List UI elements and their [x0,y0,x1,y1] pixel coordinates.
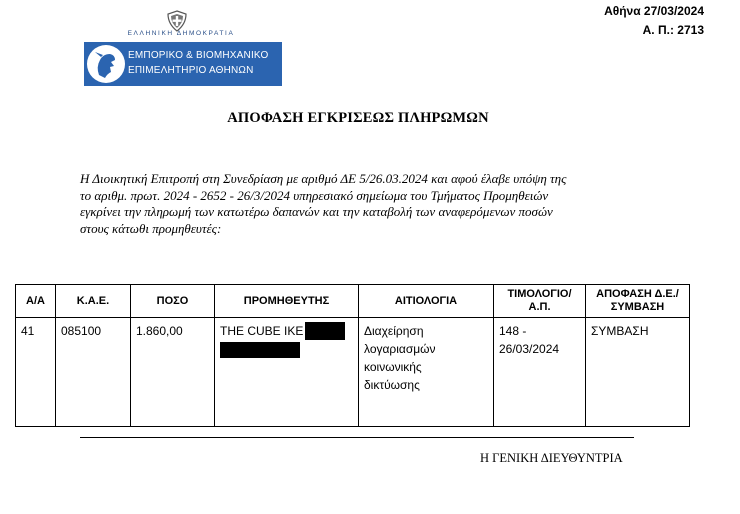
intro-line: στους κάτωθι προμηθευτές: [80,220,222,236]
intro-line: Η Διοικητική Επιτροπή στη Συνεδρίαση με αριθμό ΔΕ 5/26.03.2024 και αφού έλαβε υπόψη της [80,171,567,186]
chamber-logo [84,42,282,86]
header-invoice-line2: Α.Π. [528,301,551,313]
redaction-block [220,342,300,358]
reason-line: κοινωνικής [364,360,422,374]
org-name-line2: ΕΠΙΜΕΛΗΤΗΡΙΟ ΑΘΗΝΩΝ [128,65,254,76]
protocol-number: Α. Π.: 2713 [642,23,704,37]
supplier-name: THE CUBE IKE [220,324,304,338]
header-invoice-line1: ΤΙΜΟΛΟΓΙΟ/ [507,288,572,300]
invoice-line: 148 - [499,324,527,338]
org-name-line1: ΕΜΠΟΡΙΚΟ & ΒΙΟΜΗΧΑΝΙΚΟ [128,50,269,61]
cell-supplier [215,318,359,427]
header-decision-line1: ΑΠΟΦΑΣΗ Δ.Ε./ [596,288,679,300]
invoice-line: 26/03/2024 [499,342,560,356]
header-supplier: ΠΡΟΜΗΘΕΥΤΗΣ [215,285,359,318]
header-poso: ΠΟΣΟ [131,285,215,318]
intro-line: το αριθμ. πρωτ. 2024 - 2652 - 26/3/2024 υπηρεσιακό σημείωμα του Τμήματος Προμηθειών [80,187,549,203]
signature-rule [80,437,634,438]
header-decision-line2: ΣΥΜΒΑΣΗ [610,301,665,313]
republic-label: ΕΛΛΗΝΙΚΗ ΔΗΜΟΚΡΑΤΙΑ [127,30,235,37]
cell-decision: ΣΥΜΒΑΣΗ [586,318,690,427]
table-row [16,318,690,427]
intro-paragraph [80,171,640,237]
payments-table [15,284,690,427]
cell-reason [359,318,494,427]
reason-line: δικτύωσης [364,378,420,392]
hermes-head-logo-icon [87,45,125,83]
document-title: ΑΠΟΦΑΣΗ ΕΓΚΡΙΣΕΩΣ ΠΛΗΡΩΜΩΝ [227,110,489,126]
intro-line: εγκρίνει την πληρωμή των κατωτέρω δαπανών και την καταβολή των αναφερόμενων ποσών [80,204,553,219]
redaction-block [305,322,345,340]
header-kae: Κ.Α.Ε. [56,285,131,318]
reason-line: Διαχείρηση [364,324,424,338]
cell-poso: 1.860,00 [131,318,215,427]
cell-invoice [494,318,586,427]
signature-label: Η ΓΕΝΙΚΗ ΔΙΕΥΘΥΝΤΡΙΑ [480,451,623,465]
table-header-row [16,285,690,318]
cell-kae: 085100 [56,318,131,427]
header-aa: Α/Α [16,285,56,318]
cell-aa: 41 [16,318,56,427]
header-reason: ΑΙΤΙΟΛΟΓΙΑ [359,285,494,318]
header-invoice [494,285,586,318]
reason-line: λογαριασμών [364,342,436,356]
document-date: Αθήνα 27/03/2024 [604,4,704,18]
greek-emblem-icon [166,10,188,32]
header-decision [586,285,690,318]
